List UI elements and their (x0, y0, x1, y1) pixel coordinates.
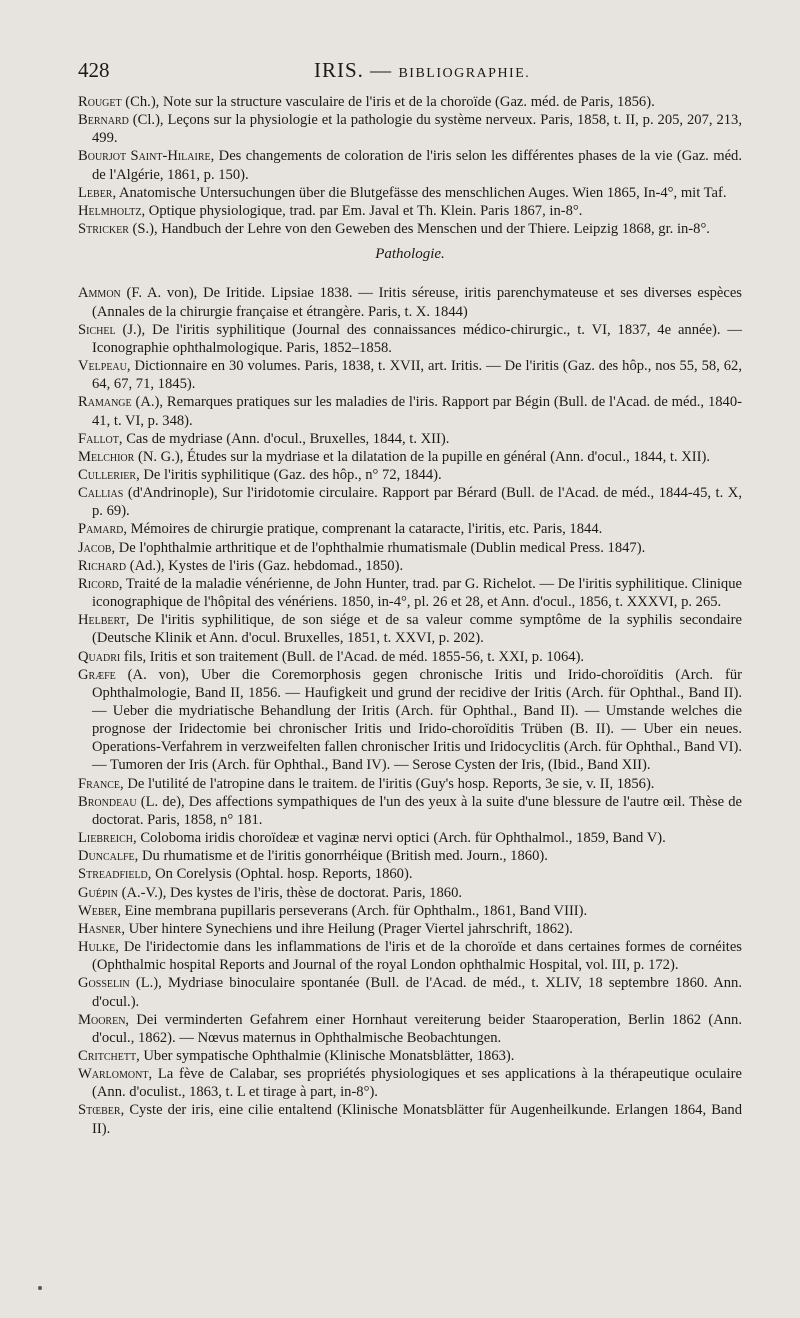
entry-text: (L.), Mydriase binoculaire spontanée (Bull. de l'Acad. de méd., t. XLIV, 18 septembre 1860. Ann. d'ocul.). (92, 975, 742, 1010)
bibliography-entry (78, 557, 742, 575)
entry-text: (Cl.), Leçons sur la physiologie et la pathologie du système nerveux. Paris, 1858, t. II, p. 205, 207, 213, 499. (92, 112, 742, 147)
entry-text: , Uber sympatische Ophthalmie (Klinische Monatsblätter, 1863). (136, 1047, 515, 1064)
bibliography-entry (78, 611, 742, 647)
entry-text: , Du rhumatisme et de l'iritis gonorrhéique (British med. Journ., 1860). (134, 848, 548, 865)
running-header (78, 58, 742, 88)
entry-author: Quadri (78, 648, 121, 665)
entry-text: (N. G.), Études sur la mydriase et la dilatation de la pupille en général (Ann. d'ocul., 1844, t. XII). (134, 448, 710, 465)
entry-text: (A. von), Uber die Coremorphosis gegen chronische Iritis und Irido-choroïditis (Arch. für Ophthalmologie, Band II, 1856. — Haufigkeit und grund der recidive der Iritis (Arch. für Ophthal., Band II). — Ueber die mydriatische Behandlung der Iritis (Arch. für Ophthal., Band II). — Umstande welches die prognose der Iridectomie bei chronischer Iritis und Irido-choroïditis Trüben (B. II). — Uber ein neues. Operations-Verfahrem in verzweifelten fallen chronischer Iritis und Iridocyclitis (Arch. für Ophthal., Band VI). — Tumoren der Iris (Arch. für Ophthal., Band IV). — Serose Cysten der Iris, (Ibid., Band XII). (92, 666, 742, 774)
bibliography-entry (78, 184, 742, 202)
entry-author: Jacob (78, 539, 112, 556)
entry-author: Pamard (78, 521, 124, 538)
entry-text: , Coloboma iridis choroïdeæ et vaginæ nervi optici (Arch. für Ophthalmol., 1859, Band V). (133, 830, 666, 847)
bibliography-entry (78, 1101, 742, 1137)
bibliography-entry (78, 284, 742, 320)
bibliography-entry (78, 1065, 742, 1101)
entry-text: , Uber hintere Synechiens und ihre Heilung (Prager Viertel jahrschrift, 1862). (121, 920, 573, 937)
entry-text: , Des changements de coloration de l'iris selon les différentes phases de la vie (Gaz. méd. de l'Algérie, 1861, p. 150). (92, 148, 742, 183)
entry-author: Velpeau (78, 358, 127, 375)
bibliography-entry (78, 575, 742, 611)
entry-author: Ramange (78, 394, 132, 411)
entry-text: , On Corelysis (Ophtal. hosp. Reports, 1860). (147, 866, 413, 883)
bibliography-entry (78, 938, 742, 974)
entry-author: Guépin (78, 884, 118, 901)
bibliography-entry (78, 393, 742, 429)
bibliography-entry (78, 974, 742, 1010)
bibliography-entry (78, 202, 742, 220)
entry-text: (F. A. von), De Iritide. Lipsiae 1838. — Iritis séreuse, iritis parenchymateuse et ses diverses espèces (Annales de la chirurgie française et étrangère. Paris, t. X. 1844) (92, 285, 742, 320)
entry-author: Græfe (78, 666, 116, 683)
entry-author: Warlomont (78, 1066, 149, 1083)
bibliography-entry (78, 865, 742, 883)
entry-text: (Ad.), Kystes de l'iris (Gaz. hebdomad., 1850). (126, 557, 404, 574)
entry-author: Sichel (78, 321, 116, 338)
bibliography-entry (78, 666, 742, 775)
entry-text: , De l'ophthalmie arthritique et de l'ophthalmie rhumatismale (Dublin medical Press. 1847). (111, 539, 646, 556)
entry-author: Stricker (78, 221, 129, 238)
entry-author: Leber (78, 184, 113, 201)
entry-author: Bernard (78, 112, 129, 129)
entry-text: , De l'iridectomie dans les inflammations de l'iris et de la choroïde et dans certaines formes de cornéites (Ophthalmic hospital Reports and Journal of the royal London ophthalmic Hospital, vol. III, p. 172). (92, 939, 742, 974)
bibliography-entry (78, 111, 742, 147)
entry-text: (L. de), Des affections sympathiques de l'un des yeux à la suite d'une blessure de l'autre œil. Thèse de doctorat. Paris, 1858, n° 181. (92, 793, 742, 828)
bibliography-entry (78, 775, 742, 793)
entry-text: (A.-V.), Des kystes de l'iris, thèse de doctorat. Paris, 1860. (117, 884, 463, 901)
entry-text: , Dictionnaire en 30 volumes. Paris, 1838, t. XVII, art. Iritis. — De l'iritis (Gaz. des hôp., nos 55, 58, 62, 64, 67, 71, 1845). (92, 358, 742, 393)
entry-text: , Dei verminderten Gefahrem einer Hornhaut vereiterung beider Staaroperation, Berlin 1862 (Ann. d'ocul., 1862). — Nœvus maternus in Ophthalmische Beobachtungen. (92, 1011, 742, 1046)
entry-author: Hasner (78, 920, 122, 937)
bibliography-entry (78, 793, 742, 829)
bibliography-entry (78, 357, 742, 393)
entry-author: Mooren (78, 1011, 126, 1028)
bibliography-entry (78, 466, 742, 484)
entry-text: fils, Iritis et son traitement (Bull. de l'Acad. de méd. 1855-56, t. XXI, p. 1064). (120, 648, 585, 665)
bibliography-entry (78, 321, 742, 357)
entry-text: , Mémoires de chirurgie pratique, comprenant la cataracte, l'iritis, etc. Paris, 1844. (123, 521, 603, 538)
entry-author: Ammon (78, 285, 121, 302)
bibliography-entry (78, 902, 742, 920)
bibliography-entry (78, 93, 742, 111)
pathology-entries (78, 284, 742, 1137)
entry-text: , Traité de la maladie vénérienne, de John Hunter, trad. par G. Richelot. — De l'iritis syphilitique. Clinique iconographique de l'hôpital des vénériens. 1850, in-4°, pl. 26 et 28, et Ann. d'ocul., 1856, t. XXXVI, p. 265. (92, 575, 742, 611)
bibliography-entry (78, 520, 742, 538)
entry-author: Helbert (78, 612, 126, 629)
entry-text: (A.), Remarques pratiques sur les maladies de l'iris. Rapport par Bégin (Bull. de l'Acad. de méd., 1840-41, t. VI, p. 348). (92, 394, 742, 429)
page-number: 428 (78, 58, 110, 82)
entry-text: , Optique physiologique, trad. par Em. Javal et Th. Klein. Paris 1867, in-8°. (141, 202, 583, 219)
section-heading: Pathologie. (375, 246, 445, 263)
bibliography-entry (78, 220, 742, 238)
entry-text: , La fève de Calabar, ses propriétés physiologiques et ses applications à la thérapeutique oculaire (Ann. d'oculist., 1863, t. L et tirage à part, in-8°). (92, 1066, 742, 1101)
entry-text: (Ch.), Note sur la structure vasculaire de l'iris et de la choroïde (Gaz. méd. de Paris, 1856). (121, 94, 655, 110)
entry-author: Bourjot Saint-Hilaire (78, 148, 211, 165)
entry-author: France (78, 775, 121, 792)
entry-author: Gosselin (78, 975, 130, 992)
bibliography-entry (78, 648, 742, 666)
entry-author: Callias (78, 485, 124, 502)
entry-text: , Anatomische Untersuchungen über die Blutgefässe des menschlichen Auges. Wien 1865, In-4°, mit Taf. (112, 184, 727, 201)
entry-author: Duncalfe (78, 848, 135, 865)
entry-author: Rouget (78, 94, 122, 110)
entry-author: Cullerier (78, 466, 137, 483)
bibliography-entry (78, 847, 742, 865)
bibliography-body (78, 93, 742, 1138)
running-title-sub: BIBLIOGRAPHIE. (398, 66, 531, 81)
running-title (314, 58, 530, 83)
entry-author: Brondeau (78, 793, 137, 810)
page-speck (38, 1286, 42, 1290)
entry-text: (d'Andrinople), Sur l'iridotomie circulaire. Rapport par Bérard (Bull. de l'Acad. de méd., 1844-45, t. X, p. 69). (92, 485, 742, 520)
physiology-entries (78, 93, 742, 238)
bibliography-entry (78, 448, 742, 466)
entry-author: Melchior (78, 448, 135, 465)
entry-author: Critchett (78, 1047, 137, 1064)
entry-author: Richard (78, 557, 127, 574)
bibliography-entry (78, 1011, 742, 1047)
entry-author: Streadfield (78, 866, 148, 883)
entry-text: , Cyste der iris, eine cilie entaltend (Klinische Monatsblätter für Augenheilkunde. Erlangen 1864, Band II). (92, 1102, 742, 1137)
entry-text: , Eine membrana pupillaris perseverans (Arch. für Ophthalm., 1861, Band VIII). (117, 902, 588, 919)
bibliography-entry (78, 884, 742, 902)
bibliography-entry (78, 829, 742, 847)
entry-text: , De l'utilité de l'atropine dans le traitem. de l'iritis (Guy's hosp. Reports, 3e sie, v. II, 1856). (120, 775, 655, 792)
entry-text: (J.), De l'iritis syphilitique (Journal des connaissances médico-chirurgic., t. VI, 1837, 4e année). — Iconographie ophthalmologique. Paris, 1852–1858. (92, 321, 742, 356)
entry-text: , De l'iritis syphilitique, de son siége et de sa valeur comme symptôme de la syphilis secondaire (Deutsche Klinik et Ann. d'ocul. Bruxelles, 1851, t. XXVI, p. 202). (92, 612, 742, 647)
entry-author: Liebreich (78, 830, 134, 847)
entry-author: Helmholtz (78, 202, 142, 219)
entry-text: (S.), Handbuch der Lehre von den Geweben des Menschen und der Thiere. Leipzig 1868, gr. in-8°. (128, 221, 710, 238)
entry-author: Hulke (78, 939, 116, 956)
running-title-main: IRIS. — (314, 58, 393, 82)
entry-author: Ricord (78, 575, 119, 592)
entry-author: Fallot (78, 430, 119, 447)
bibliography-entry (78, 539, 742, 557)
bibliography-entry (78, 484, 742, 520)
bibliography-entry (78, 147, 742, 183)
bibliography-entry (78, 430, 742, 448)
entry-text: , De l'iritis syphilitique (Gaz. des hôp., n° 72, 1844). (136, 466, 442, 483)
entry-text: , Cas de mydriase (Ann. d'ocul., Bruxelles, 1844, t. XII). (118, 430, 450, 447)
bibliography-entry (78, 1047, 742, 1065)
entry-author: Weber (78, 902, 118, 919)
entry-author: Stœber (78, 1102, 121, 1119)
bibliography-entry (78, 920, 742, 938)
